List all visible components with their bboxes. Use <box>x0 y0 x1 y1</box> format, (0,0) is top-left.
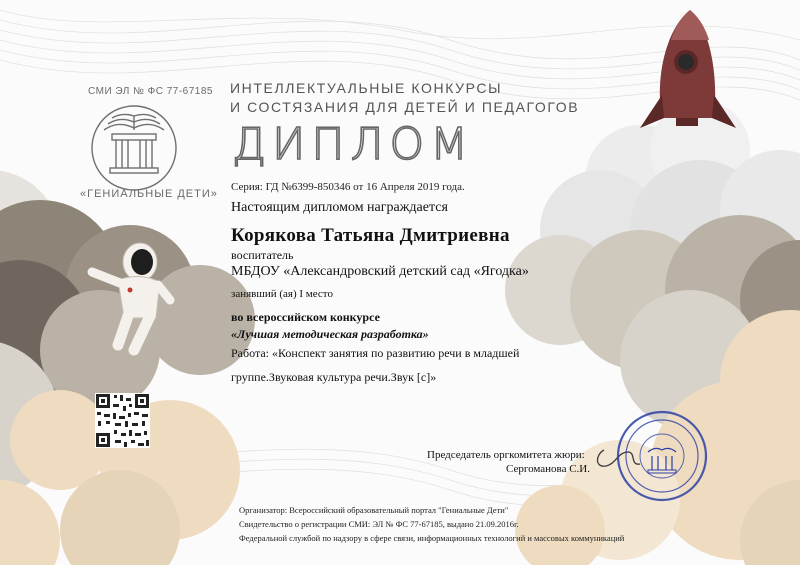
place-awarded: занявший (ая) I место <box>231 288 333 300</box>
left-clouds <box>0 170 255 565</box>
recipient-name: Корякова Татьяна Дмитриевна <box>231 225 510 246</box>
logo-book-column-icon <box>92 106 176 190</box>
work-title-line-2: группе.Звуковая культура речи.Звук [с]» <box>231 370 437 384</box>
rocket-illustration <box>640 10 736 128</box>
footer-authority: Федеральной службой по надзору в сфере связи, информационных технологий и массовых коммуникаций <box>239 533 625 543</box>
chair-label: Председатель оргкомитета жюри: <box>427 449 585 461</box>
diploma-title: ДИПЛОМ <box>232 119 475 170</box>
footer-organizer: Организатор: Всероссийский образовательный портал "Гениальные Дети" <box>239 505 509 515</box>
logo-caption: «ГЕНИАЛЬНЫЕ ДЕТИ» <box>80 188 218 200</box>
recipient-position: воспитатель <box>231 248 294 262</box>
media-registration-number: СМИ ЭЛ № ФС 77-67185 <box>88 86 213 97</box>
awarded-line: Настоящим дипломом награждается <box>231 200 448 215</box>
header-line-2: И СОСТЯЗАНИЯ ДЛЯ ДЕТЕЙ И ПЕДАГОГОВ <box>230 99 580 115</box>
contest-name: «Лучшая методическая разработка» <box>231 327 429 341</box>
footer-registration: Свидетельство о регистрации СМИ: ЭЛ № ФС 77-67185, выдано 21.09.2016г. <box>239 519 519 529</box>
contest-scope: во всероссийском конкурсе <box>231 310 380 324</box>
diploma-series: Серия: ГД №6399-850346 от 16 Апреля 2019 года. <box>231 181 465 193</box>
right-clouds <box>505 100 800 565</box>
work-title-line-1: Работа: «Конспект занятия по развитию речи в младшей <box>231 346 520 360</box>
chair-name: Сергоманова С.И. <box>506 463 590 475</box>
qr-code <box>95 393 150 448</box>
recipient-organization: МБДОУ «Александровский детский сад «Ягодка» <box>231 264 529 279</box>
header-line-1: ИНТЕЛЛЕКТУАЛЬНЫЕ КОНКУРСЫ <box>230 80 503 96</box>
